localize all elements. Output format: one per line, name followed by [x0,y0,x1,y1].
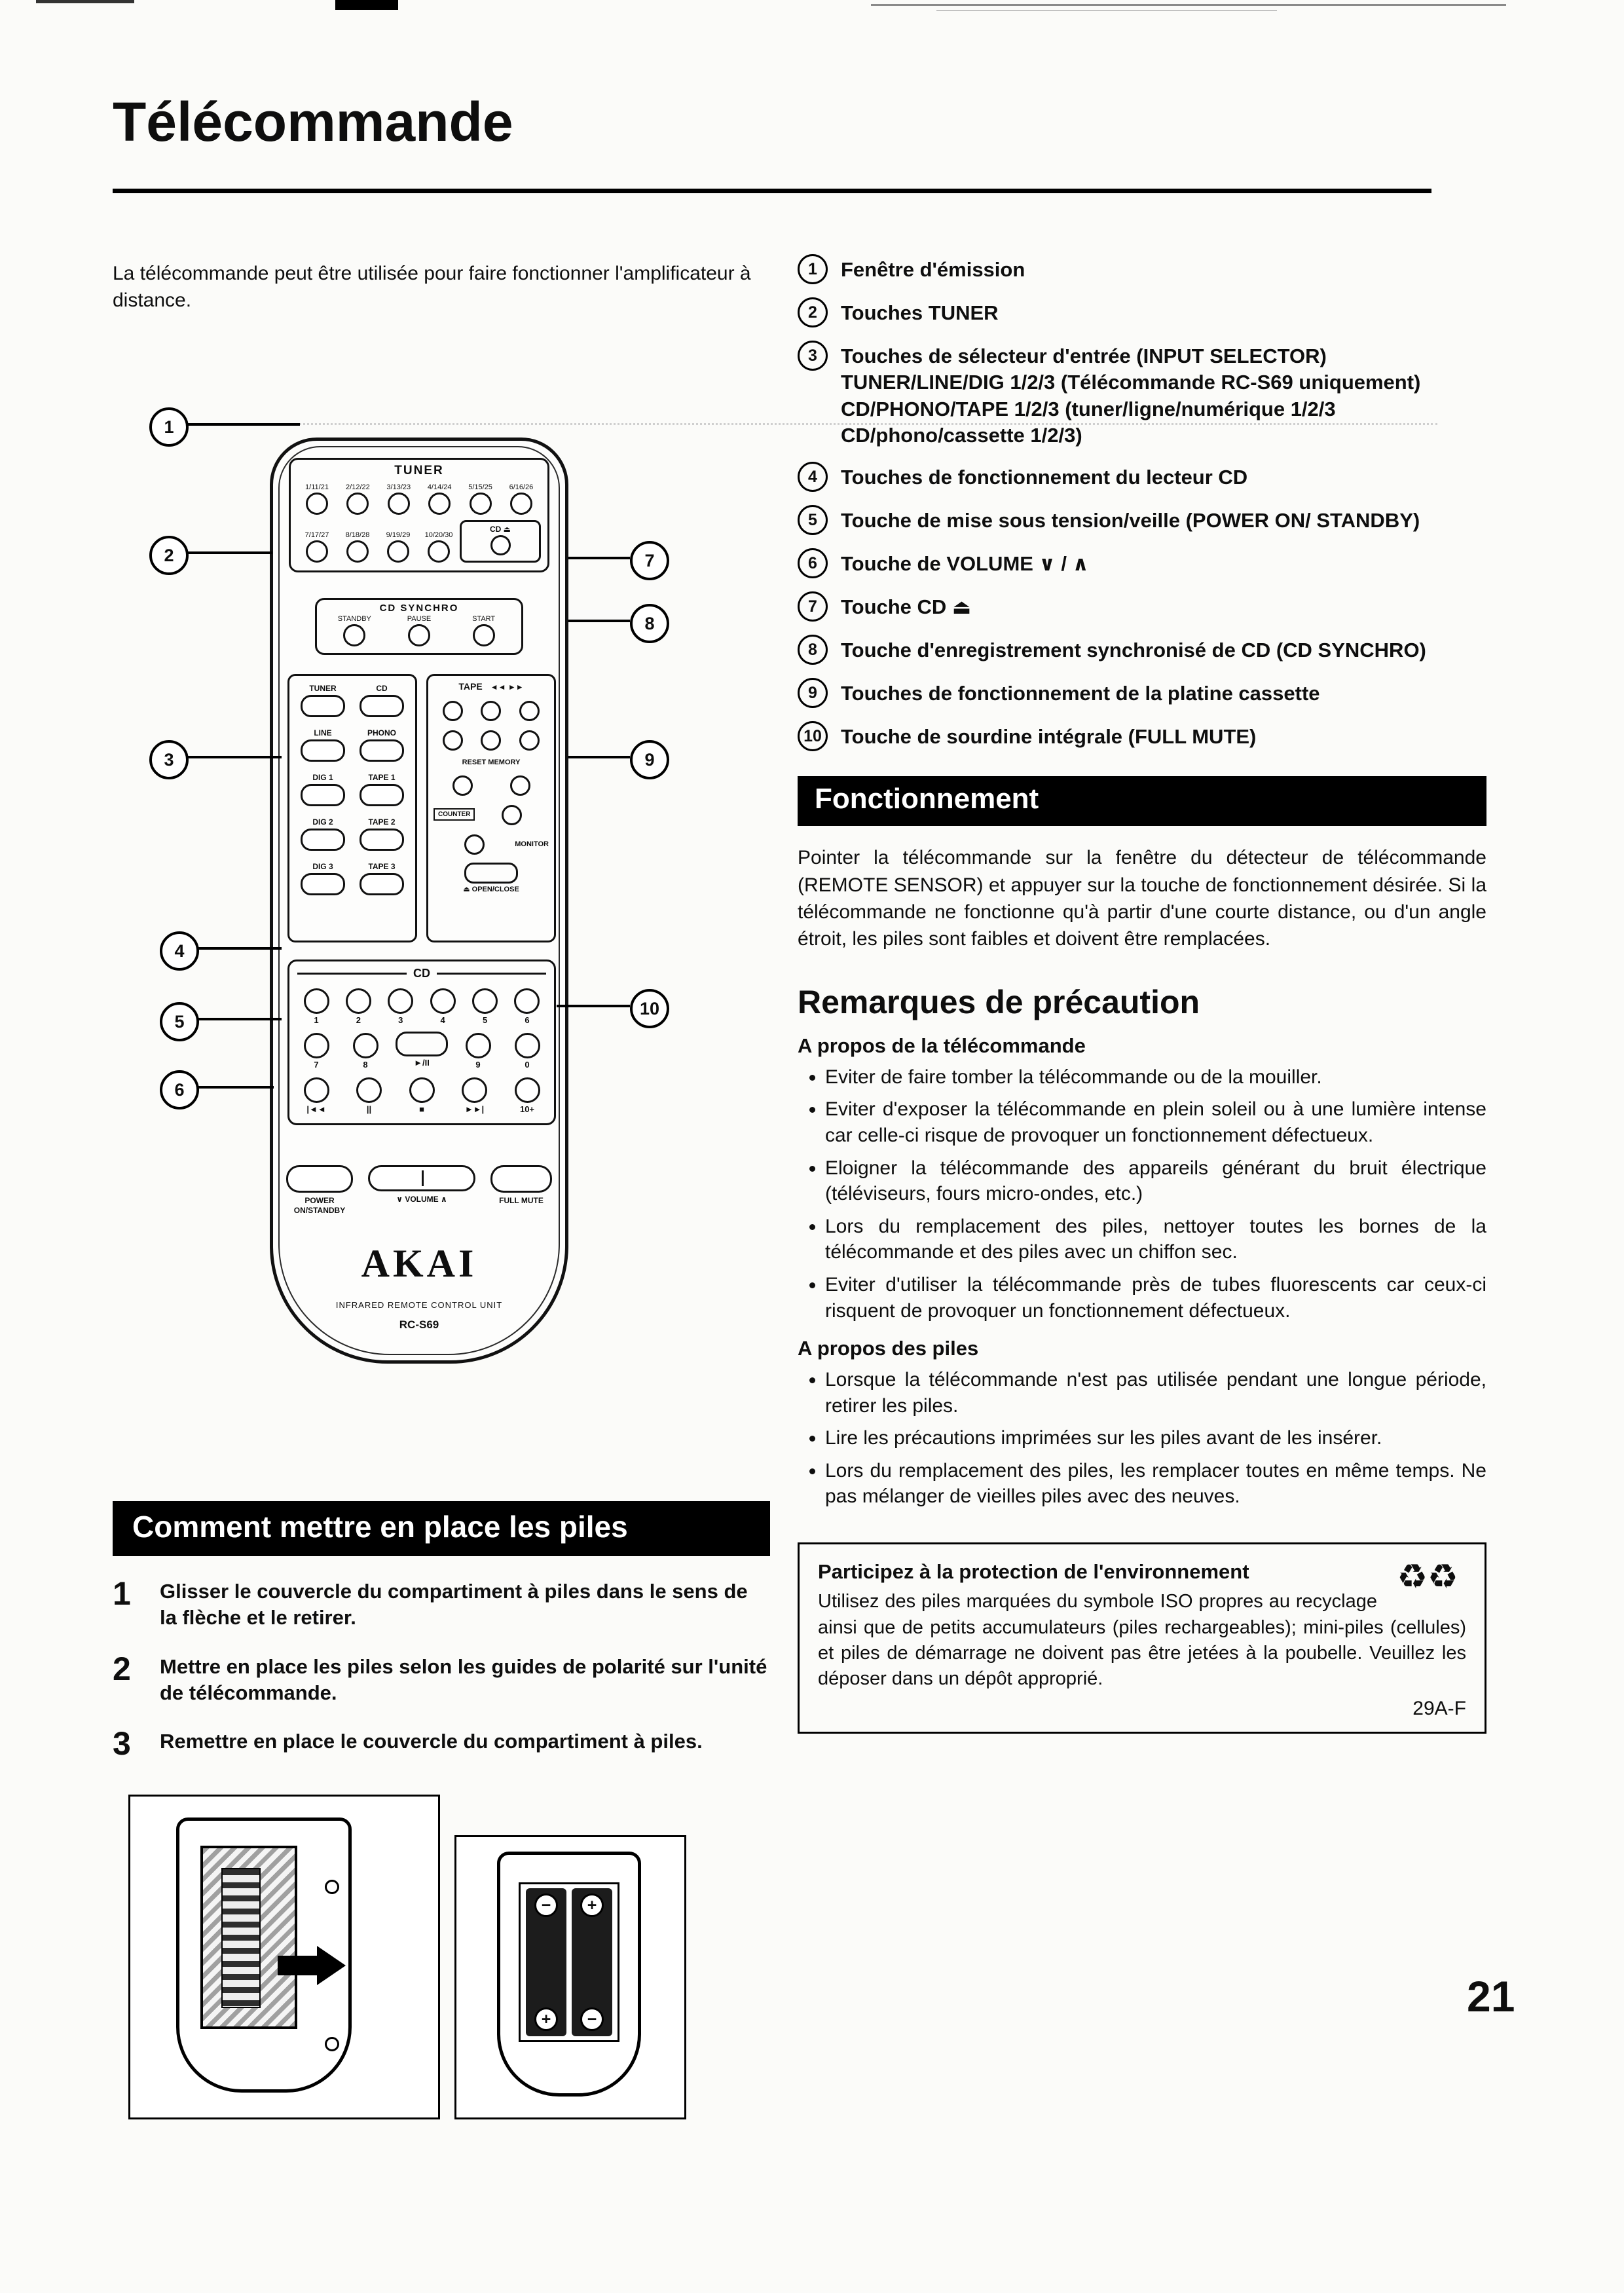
fonctionnement-header: Fonctionnement [798,776,1486,826]
right-column [798,254,1486,1734]
button-label: 1/11/21 [305,483,329,491]
button-label: ■ [419,1104,424,1114]
cover-grip [221,1868,261,2008]
button-label: PAUSE [407,615,432,623]
tape-transport-arrows-icon: ◄◄ ►► [490,682,524,692]
legend-item-3 [798,341,1486,449]
tuner-button [338,531,377,563]
battery [526,1888,566,2036]
selector-row [295,728,410,762]
full-mute-label: FULL MUTE [499,1196,544,1205]
page-number: 21 [1467,1972,1515,2021]
button-label: LINE [314,728,332,737]
cd-button-panel [287,960,556,1125]
item-number: 10 [798,721,828,751]
tuner-button [420,483,459,515]
cd-number-button [297,987,335,1025]
button-label: 7 [314,1060,319,1070]
round-button [473,624,495,646]
tuner-button [461,483,500,515]
cd-row-3 [297,1076,546,1114]
cd-number-button [466,987,504,1025]
selector-row [295,773,410,806]
volume-label: ∨ VOLUME ∧ [396,1195,447,1204]
bullet-item: • Lors du remplacement des piles, nettoyer toutes les bornes de la télécommande et des piles avec un chiffon sec. [825,1214,1486,1265]
divider [437,973,546,975]
step-text: Glisser le couvercle du compartiment à piles dans le sens de la flèche et le retirer. [160,1580,748,1630]
legend-item-9 [798,678,1486,708]
button-label: 6 [525,1015,530,1025]
recycle-icon: ♻ [1397,1558,1428,1597]
cd-row-1 [297,987,546,1025]
cd-synchro-buttons [322,615,516,646]
oval-button [360,829,404,851]
selector-row [295,817,410,851]
brand-logo: AKAI [361,1242,477,1285]
scan-artifact [871,4,1506,6]
cd-number-button [297,1032,335,1070]
cd-number-button [508,987,546,1025]
cd-pause-button [350,1076,388,1114]
title-rule [113,189,1431,193]
bullet-item: • Lors du remplacement des piles, les remplacer toutes en même temps. Ne pas mélanger de vieilles piles avec des neuves. [825,1458,1486,1510]
cd-number-button [459,1032,497,1070]
legend-item-5 [798,505,1486,535]
item-number: 6 [798,548,828,578]
item-text: Touches de sélecteur d'entrée (INPUT SELECTOR) TUNER/LINE/DIG 1/2/3 (Télécommande RC-S69 uniquement) CD/PHONO/TAPE 1/2/3 (tuner/ligne/numérique 1/2/3 CD/phono/cassette 1/2/3) [841,345,1421,447]
item-text: Touche de VOLUME ∨ / ∧ [841,552,1089,576]
full-mute-button [490,1165,552,1206]
tape-label: TAPE [458,681,483,692]
tape-button-row [434,699,549,721]
remote-precautions-heading: A propos de la télécommande [798,1034,1086,1057]
button-label: 4 [440,1015,445,1025]
environment-box-title: Participez à la protection de l'environnement [818,1560,1249,1584]
figure-panel-insert-batteries [454,1835,686,2119]
recycle-icons [1389,1558,1466,1597]
item-number: 9 [798,678,828,708]
reset-memory-label: RESET MEMORY [462,758,521,766]
callout-line [187,551,272,554]
round-button [502,805,522,825]
round-button [472,988,498,1014]
cd-panel-label: CD [413,967,430,980]
button-label: ►/II [414,1058,430,1068]
round-button [519,701,540,721]
synchro-button [456,615,511,646]
button-label: 9/19/29 [386,531,411,539]
round-button [470,493,492,515]
cd-synchro-panel [315,598,523,655]
tuner-button [419,531,458,563]
battery-plus-pole: + [580,1893,604,1917]
button-label: PHONO [367,728,396,737]
rocker-button [368,1165,475,1191]
round-button [510,493,532,515]
legend-item-8 [798,635,1486,665]
cd-stop-button [403,1076,441,1114]
synchro-button [392,615,447,646]
oval-button [301,695,345,717]
round-button [430,988,456,1014]
selector-button [354,773,410,806]
cd-synchro-label: CD SYNCHRO [379,603,459,614]
callout-9: 9 [630,740,669,779]
tuner-button [297,483,337,515]
round-button [408,624,430,646]
oval-button [286,1165,353,1193]
bullet-item: • Eloigner la télécommande des appareils générant du bruit électrique (téléviseurs, fours micro-ondes, etc.) [825,1155,1486,1207]
cd-row-2 [297,1032,546,1070]
legend-item-2 [798,297,1486,327]
button-label: 3/13/23 [386,483,411,491]
battery [572,1888,612,2036]
item-number: 3 [798,341,828,371]
button-label: ►►| [464,1104,485,1114]
callout-6: 6 [160,1070,199,1109]
scan-artifact [335,0,398,10]
remote-illustration [270,438,568,1364]
callout-line [568,557,630,559]
selector-button [295,684,351,717]
item-text: Touches TUNER [841,301,999,324]
round-button [356,1077,382,1103]
cd-number-button [424,987,462,1025]
tape-button-row [434,729,549,751]
callout-8: 8 [630,604,669,643]
button-label: TAPE 3 [368,862,396,871]
item-text: Touche de mise sous tension/veille (POWER ON/ STANDBY) [841,509,1420,532]
oval-button [301,829,345,851]
step-number: 2 [113,1650,131,1687]
install-step-1 [113,1575,770,1631]
step-number: 3 [113,1725,131,1762]
battery-minus-pole: + [534,2007,558,2031]
round-button [443,701,463,721]
oval-button [360,739,404,762]
oval-button [360,784,404,806]
button-label: 6/16/26 [509,483,534,491]
battery-precautions-list [798,1367,1486,1510]
open-close-button [464,863,518,884]
bullet-item: • Eviter d'utiliser la télécommande près de tubes fluorescents car ceux-ci risquent de provoquer un fonctionnement défectueux. [825,1272,1486,1324]
item-text: Touche d'enregistrement synchronisé de CD (CD SYNCHRO) [841,639,1426,662]
button-label: 0 [525,1060,530,1070]
monitor-row [434,833,549,855]
slide-arrow-icon [278,1956,318,1975]
monitor-label: MONITOR [515,840,549,848]
power-button [286,1165,353,1216]
scan-artifact [936,10,1277,11]
round-button [510,775,530,796]
button-label: 1 [314,1015,319,1025]
button-label: || [366,1104,372,1114]
tuner-button [297,531,337,563]
button-label: DIG 3 [312,862,333,871]
round-button [388,988,413,1014]
button-label: 8/18/28 [345,531,370,539]
button-label: 2 [356,1015,361,1025]
cd-ten-plus-button [508,1076,546,1114]
selector-button [354,728,410,762]
battery-install-header: Comment mettre en place les piles [113,1501,770,1556]
callout-3: 3 [149,740,189,779]
callout-line [187,423,300,426]
round-button [343,624,365,646]
battery-compartment [519,1882,619,2042]
cd-skip-back-button [297,1076,335,1114]
item-number: 8 [798,635,828,665]
oval-button [301,873,345,895]
oval-button [490,1165,552,1193]
callout-7: 7 [630,541,669,580]
cd-play-pause-button [396,1032,448,1068]
round-button [428,493,451,515]
environment-box-code: 29A-F [1412,1697,1466,1719]
selector-button [295,773,351,806]
item-text: Touches de fonctionnement de la platine cassette [841,682,1320,705]
round-button [452,775,473,796]
round-button [346,540,369,563]
selector-button [295,817,351,851]
install-step-2 [113,1650,770,1707]
tuner-button [502,483,541,515]
button-label: START [472,615,496,623]
open-close-label: ⏏ OPEN/CLOSE [463,886,519,893]
round-button [306,493,328,515]
callout-line [557,1005,630,1007]
battery-figure [128,1795,757,2135]
button-label: DIG 2 [312,817,333,827]
selector-row [295,862,410,895]
legend-item-4 [798,462,1486,492]
button-label: 5 [482,1015,488,1025]
item-text: Fenêtre d'émission [841,258,1025,281]
round-button [428,540,450,563]
step-number: 1 [113,1575,131,1612]
round-button [409,1077,435,1103]
item-number: 7 [798,591,828,622]
button-label: 9 [475,1060,481,1070]
legend-item-1 [798,254,1486,284]
tape-button-row [434,774,549,796]
round-button [519,730,540,751]
precautions-title: Remarques de précaution [798,983,1200,1020]
install-step-3 [113,1725,770,1762]
callout-5: 5 [160,1002,199,1041]
tuner-panel-label: TUNER [394,464,444,477]
legend-item-6 [798,548,1486,578]
callout-4: 4 [160,931,199,971]
cd-number-button [339,987,377,1025]
remote-precautions-list [798,1064,1486,1324]
selector-row [295,684,410,717]
battery-cover [200,1846,297,2029]
synchro-button [327,615,382,646]
callout-line [198,947,282,950]
round-button [443,730,463,751]
environment-box-body: Utilisez des piles marquées du symbole ISO propres au recyclage ainsi que de petits accumulateurs (piles rechargeables); mini-piles (cellules) et piles de démarrage ne doivent pas être jetées à la poubelle. Veuillez les déposer dans un dépôt approprié. [818,1591,1466,1690]
callout-line [568,620,630,622]
cd-eject-label: CD ⏏ [489,525,511,534]
button-label: 10+ [519,1104,535,1114]
tape-panel-header [434,681,549,692]
button-label: STANDBY [337,615,371,623]
oval-button [301,784,345,806]
round-button [464,834,485,855]
selector-button [295,862,351,895]
cd-eject-button [460,520,541,563]
round-button [490,535,511,555]
slide-arrow-icon [317,1946,346,1985]
recycle-icon: ♻ [1428,1558,1458,1597]
tuner-button [338,483,377,515]
input-selector-panel [287,674,417,942]
round-button [466,1033,491,1058]
round-button [304,988,329,1014]
battery-minus-pole: − [580,2007,604,2031]
battery-install-section [113,1501,770,1760]
bottom-controls [286,1165,552,1216]
button-label: 8 [363,1060,368,1070]
screw-hole [325,2037,339,2051]
button-label: DIG 1 [312,773,333,782]
round-button [387,540,409,563]
item-number: 5 [798,505,828,535]
model-number: RC-S69 [399,1318,439,1331]
power-label: POWER [304,1196,335,1205]
bullet-item: • Eviter d'exposer la télécommande en plein soleil ou à une lumière intense car celle-ci risque de provoquer un fonctionnement défectueux. [825,1096,1486,1148]
bullet-item: • Eviter de faire tomber la télécommande ou de la mouiller. [825,1064,1486,1091]
item-text: Touche CD ⏏ [841,595,972,619]
oval-button [396,1032,448,1056]
oval-button [301,739,345,762]
counter-row [434,804,549,825]
round-button [515,1033,540,1058]
callout-line [198,1086,274,1089]
environment-box [798,1542,1486,1734]
item-text: Touches de fonctionnement du lecteur CD [841,466,1248,489]
item-number: 4 [798,462,828,492]
selector-button [354,817,410,851]
scan-artifact [36,0,134,3]
button-label: TAPE 1 [368,773,396,782]
round-button [346,988,371,1014]
fonctionnement-body: Pointer la télécommande sur la fenêtre du détecteur de télécommande (REMOTE SENSOR) et appuyer sur la touche de fonctionnement désirée. Si la télécommande ne fonctionne qu'à partir d'une courte distance, ou d'un angle étroit, les piles sont faibles et doivent être remplacées. [798,847,1486,950]
round-button [353,1033,378,1058]
round-button [481,701,501,721]
screw-hole [325,1880,339,1894]
intro-text: La télécommande peut être utilisée pour faire fonctionner l'amplificateur à distance. [113,263,751,311]
round-button [304,1077,329,1103]
tuner-button [378,531,418,563]
cd-number-button [382,987,420,1025]
tape-deck-panel [426,674,556,942]
item-number: 2 [798,297,828,327]
figure-panel-remove-cover [128,1795,440,2119]
oval-button [360,695,404,717]
round-button [306,540,328,563]
tuner-row-1 [297,483,541,515]
remote-back-illustration [176,1818,352,2093]
button-label: |◄◄ [306,1104,326,1114]
legend-item-10 [798,721,1486,751]
cd-panel-header [297,967,546,980]
callout-line [187,756,282,758]
tuner-button [379,483,418,515]
bullet-item: • Lire les précautions imprimées sur les piles avant de les insérer. [825,1425,1486,1451]
item-text: Touche de sourdine intégrale (FULL MUTE) [841,725,1257,749]
legend-item-7 [798,591,1486,622]
round-button [304,1033,329,1058]
callout-line [198,1018,282,1020]
button-label: 3 [398,1015,403,1025]
button-label: CD [376,684,388,693]
battery-precautions-heading: A propos des piles [798,1337,979,1360]
button-label: 10/20/30 [424,531,453,539]
selector-button [295,728,351,762]
tuner-row-2 [297,520,541,563]
unit-description: INFRARED REMOTE CONTROL UNIT [335,1300,503,1310]
bullet-item: • Lorsque la télécommande n'est pas utilisée pendant une longue période, retirer les piles. [825,1367,1486,1419]
button-label: TAPE 2 [368,817,396,827]
volume-rocker [368,1165,475,1204]
callout-line [568,756,630,758]
power-label-2: ON/STANDBY [293,1206,346,1215]
round-button [388,493,410,515]
oval-button [360,873,404,895]
step-text: Remettre en place le couvercle du compartiment à piles. [160,1730,703,1753]
button-label: TUNER [309,684,337,693]
callout-10: 10 [630,989,669,1028]
selector-button [354,862,410,895]
button-label: 4/14/24 [427,483,452,491]
button-label: 5/15/25 [468,483,492,491]
callout-2: 2 [149,536,189,575]
item-number: 1 [798,254,828,284]
round-button [514,988,540,1014]
round-button [462,1077,487,1103]
selector-button [354,684,410,717]
cd-number-button [508,1032,546,1070]
button-label: 2/12/22 [346,483,370,491]
counter-label: COUNTER [434,808,475,821]
remote-back-illustration [497,1852,641,2097]
round-button [481,730,501,751]
step-text: Mettre en place les piles selon les guides de polarité sur l'unité de télécommande. [160,1654,767,1704]
cd-skip-forward-button [456,1076,494,1114]
battery-plus-pole: − [534,1893,558,1917]
cd-number-button [346,1032,384,1070]
callout-1: 1 [149,407,189,447]
round-button [346,493,369,515]
page-title: Télécommande [113,91,513,153]
round-button [515,1077,540,1103]
tuner-button-panel [289,458,549,572]
button-label: 7/17/27 [304,531,329,539]
divider [297,973,407,975]
